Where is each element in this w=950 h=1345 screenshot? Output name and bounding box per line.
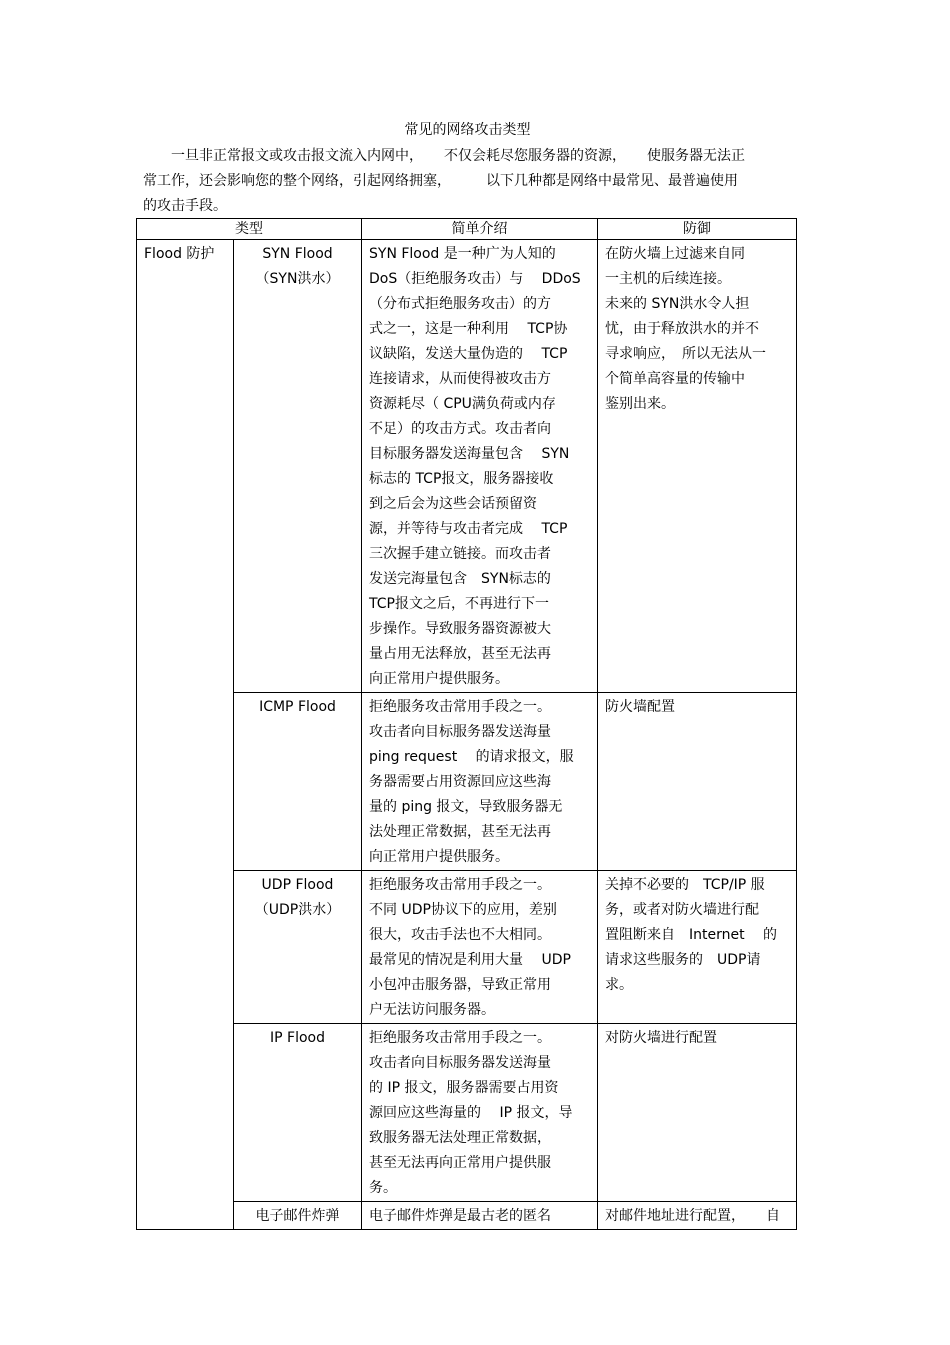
attack-name-cell [234,871,362,1024]
attack-name: 电子邮件炸弹 [255,1208,340,1224]
defense-text-line: 务，或者对防火墙进行配 [605,902,759,918]
defense-text-line: 请求这些服务的 UDP请 [605,952,761,968]
intro-text-line: 三次握手建立链接。而攻击者 [369,546,551,562]
intro-text-line: 拒绝服务攻击常用手段之一。 [369,699,551,715]
intro-text-line: 电子邮件炸弹是最古老的匿名 [369,1208,551,1224]
attack-name: ICMP Flood [259,699,336,715]
defense-text-line: 求。 [605,977,633,993]
intro-cell [362,871,598,1024]
attack-name-cell [234,693,362,871]
defense-text-line: 个简单高容量的传输中 [605,371,745,387]
attack-name: UDP Flood [261,877,334,893]
defense-text-line: 对防火墙进行配置 [605,1030,717,1046]
intro-text-line: 资源耗尽（ CPU满负荷或内存 [369,396,556,412]
attack-name-alias: （SYN洪水） [255,271,340,287]
defense-text-line: 关掉不必要的 TCP/IP 服 [605,877,765,893]
intro-text-line: 致服务器无法处理正常数据， [369,1130,551,1146]
intro-line: 一旦非正常报文或攻击报文流入内网中， 不仅会耗尽您服务器的资源， 使服务器无法正 [143,148,745,164]
intro-text-line: 的 IP 报文，服务器需要占用资 [369,1080,559,1096]
attack-name-cell [234,1024,362,1202]
intro-text-line: 量占用无法释放，甚至无法再 [369,646,551,662]
defense-cell [598,693,797,871]
intro-line: 常工作，还会影响您的整个网络，引起网络拥塞， 以下几种都是网络中最常见、最普遍使用 [143,173,738,189]
intro-text-line: 连接请求，从而使得被攻击方 [369,371,551,387]
table-row [137,240,797,693]
intro-line: 的攻击手段。 [143,198,227,214]
attack-name-alias: （UDP洪水） [254,902,341,918]
defense-text-line: 置阻断来自 Internet 的 [605,927,778,943]
header-type: 类型 [137,219,362,240]
intro-text-line: 甚至无法再向正常用户提供服 [369,1155,551,1171]
intro-text-line: 目标服务器发送海量包含 SYN [369,446,570,462]
intro-cell [362,1024,598,1202]
intro-text-line: 式之一，这是一种利用 TCP协 [369,321,568,337]
intro-text-line: 法处理正常数据，甚至无法再 [369,824,551,840]
intro-text-line: 向正常用户提供服务。 [369,849,509,865]
defense-cell [598,871,797,1024]
intro-text-line: 步操作。导致服务器资源被大 [369,621,551,637]
intro-cell [362,1202,598,1230]
defense-cell [598,1024,797,1202]
intro-cell [362,693,598,871]
intro-text-line: 很大，攻击手法也不大相同。 [369,927,551,943]
attack-name: SYN Flood [262,246,333,262]
intro-text-line: ping request 的请求报文，服 [369,749,574,765]
intro-text-line: 拒绝服务攻击常用手段之一。 [369,1030,551,1046]
intro-text-line: 发送完海量包含 SYN标志的 [369,571,551,587]
defense-text-line: 寻求响应， 所以无法从一 [605,346,766,362]
attack-name: IP Flood [270,1030,325,1046]
header-intro: 简单介绍 [362,219,598,240]
table-header-row [137,219,797,240]
intro-text-line: 户无法访问服务器。 [369,1002,495,1018]
intro-text-line: 拒绝服务攻击常用手段之一。 [369,877,551,893]
attack-types-table [136,218,797,1230]
table-row [137,871,797,1024]
intro-text-line: TCP报文之后，不再进行下一 [369,596,549,612]
category-label: Flood 防护 [144,246,215,262]
intro-paragraph [143,144,798,219]
intro-text-line: 务。 [369,1180,397,1196]
intro-text-line: 小包冲击服务器，导致正常用 [369,977,551,993]
intro-text-line: DoS（拒绝服务攻击）与 DDoS [369,271,581,287]
defense-text-line: 一主机的后续连接。 [605,271,731,287]
intro-text-line: 不足）的攻击方式。攻击者向 [369,421,551,437]
defense-text-line: 鉴别出来。 [605,396,675,412]
intro-text-line: 不同 UDP协议下的应用，差别 [369,902,557,918]
intro-text-line: 到之后会为这些会话预留资 [369,496,537,512]
defense-text-line: 防火墙配置 [605,699,675,715]
defense-cell [598,1202,797,1230]
intro-text-line: 攻击者向目标服务器发送海量 [369,724,551,740]
intro-text-line: 量的 ping 报文，导致服务器无 [369,799,563,815]
intro-text-line: 源回应这些海量的 IP 报文，导 [369,1105,573,1121]
defense-text-line: 对邮件地址进行配置， 自 [605,1208,780,1224]
table-row [137,693,797,871]
intro-text-line: 最常见的情况是利用大量 UDP [369,952,571,968]
defense-text-line: 在防火墙上过滤来自同 [605,246,745,262]
defense-text-line: 未来的 SYN洪水令人担 [605,296,750,312]
header-defense: 防御 [598,219,797,240]
intro-cell [362,240,598,693]
attack-name-cell [234,240,362,693]
intro-text-line: 标志的 TCP报文，服务器接收 [369,471,554,487]
intro-text-line: 源，并等待与攻击者完成 TCP [369,521,568,537]
intro-text-line: （分布式拒绝服务攻击）的方 [369,296,551,312]
category-cell [137,240,234,1230]
table-row [137,1024,797,1202]
table-row [137,1202,797,1230]
intro-text-line: SYN Flood 是一种广为人知的 [369,246,556,262]
defense-cell [598,240,797,693]
attack-name-cell [234,1202,362,1230]
page-title: 常见的网络攻击类型 [404,122,531,138]
defense-text-line: 忧，由于释放洪水的并不 [605,321,759,337]
intro-text-line: 议缺陷，发送大量伪造的 TCP [369,346,568,362]
intro-text-line: 向正常用户提供服务。 [369,671,509,687]
intro-text-line: 务器需要占用资源回应这些海 [369,774,551,790]
intro-text-line: 攻击者向目标服务器发送海量 [369,1055,551,1071]
